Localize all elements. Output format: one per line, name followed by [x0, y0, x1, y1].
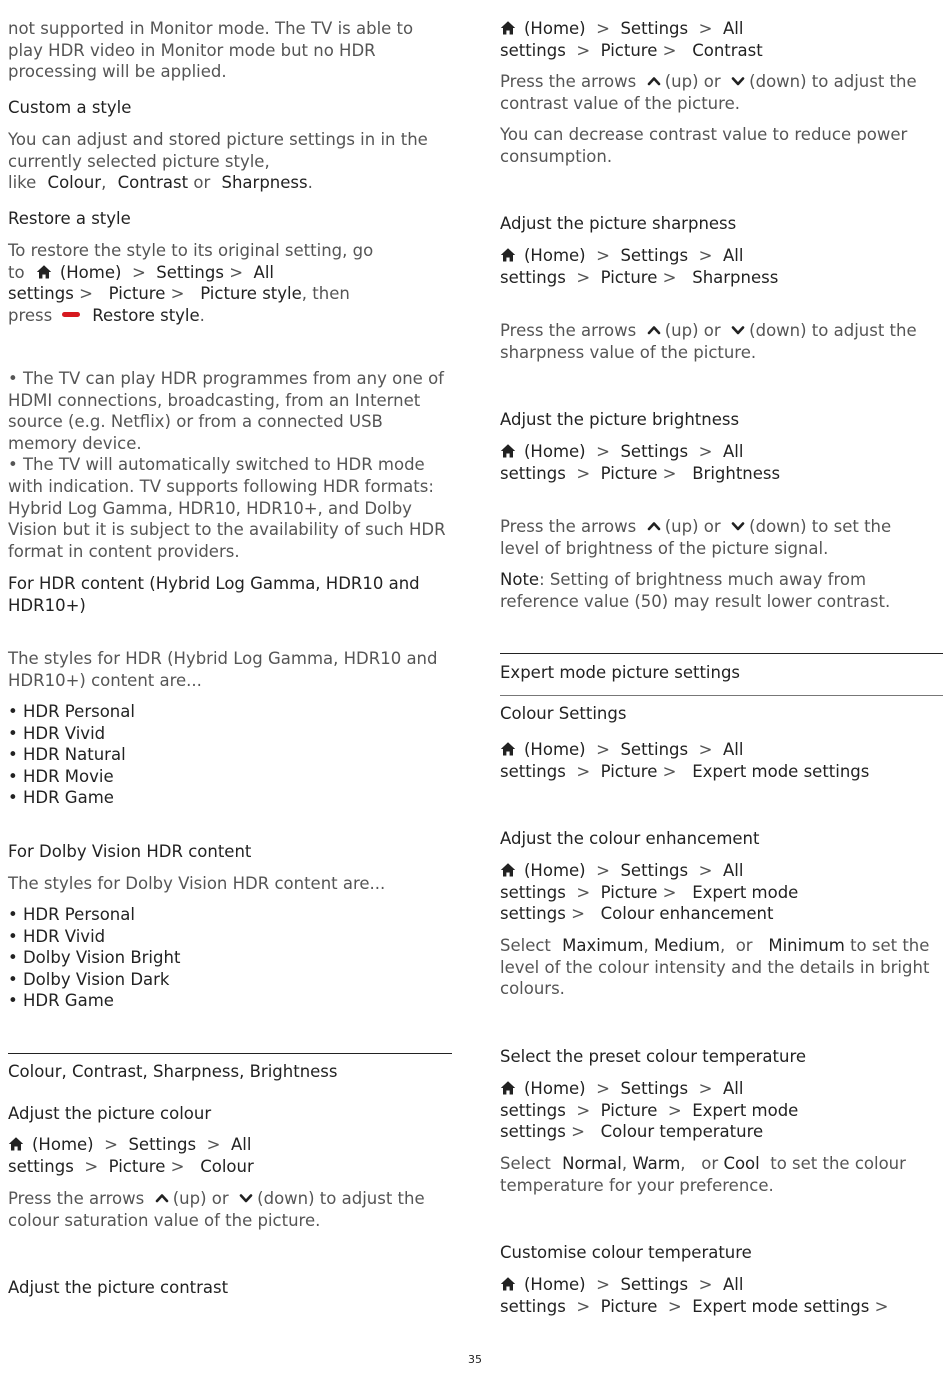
- home-icon: [8, 1136, 24, 1152]
- up-arrow-icon: [647, 74, 661, 88]
- list-item: • HDR Vivid: [8, 926, 106, 946]
- page-number: 35: [468, 1353, 482, 1366]
- home-icon: [500, 741, 516, 757]
- temp-select: Select: [500, 1154, 551, 1173]
- expert-settings-path: [500, 739, 943, 782]
- contrast-tail: contrast value of the picture.: [500, 93, 740, 113]
- nav-brightness: Brightness: [692, 463, 781, 483]
- nav-settings: Settings: [620, 1079, 689, 1098]
- hdr-info: [8, 368, 452, 562]
- note-label: Note: [500, 570, 540, 589]
- nav-gt: >: [170, 1156, 185, 1176]
- nav-gt: >: [698, 442, 713, 461]
- nav-home: (Home): [524, 1079, 586, 1098]
- nav-gt: >: [596, 1275, 610, 1294]
- up-arrow-icon: [155, 1191, 169, 1205]
- dolby-heading: For Dolby Vision HDR content: [8, 842, 252, 861]
- list-item: • HDR Game: [8, 991, 114, 1011]
- colour-settings-heading: Colour Settings: [500, 704, 627, 723]
- customise-temp-heading: Customise colour temperature: [500, 1243, 752, 1262]
- colour-enhancement-instr: [500, 935, 943, 1000]
- nav-home: (Home): [524, 1275, 586, 1294]
- nav-gt: >: [698, 19, 713, 38]
- restore-style-heading: Restore a style: [8, 209, 131, 228]
- custom-comma: ,: [101, 173, 107, 193]
- brightness-note: [500, 569, 943, 612]
- press-arrows: Press the arrows: [500, 72, 637, 91]
- temp-comma: ,: [621, 1154, 628, 1173]
- home-icon: [500, 247, 516, 263]
- nav-picture: Picture: [108, 1156, 166, 1176]
- nav-gt: >: [662, 882, 677, 902]
- nav-settings-lc: settings: [500, 1296, 566, 1316]
- brightness-heading: Adjust the picture brightness: [500, 410, 740, 429]
- custom-or: or: [193, 173, 211, 193]
- brightness-instr: [500, 516, 943, 559]
- nav-settings: Settings: [620, 442, 689, 461]
- down-arrow-icon: [731, 74, 745, 88]
- temp-warm: Warm: [632, 1154, 681, 1173]
- list-item: • HDR Natural: [8, 745, 126, 765]
- nav-gt: >: [79, 284, 93, 304]
- nav-contrast: Contrast: [692, 40, 763, 60]
- nav-settings: Settings: [620, 19, 689, 38]
- enh-medium: Medium: [653, 936, 720, 955]
- subsection-divider: [500, 695, 943, 696]
- restore-style-label: Restore style: [92, 305, 200, 325]
- restore-desc: To restore the style to its original setting, go: [8, 241, 374, 260]
- restore-then: , then: [301, 284, 350, 304]
- nav-settings: Settings: [620, 861, 689, 880]
- nav-gt: >: [662, 463, 677, 483]
- colour-enhancement-path: [500, 860, 943, 925]
- dolby-intro: The styles for Dolby Vision HDR content are...: [8, 874, 386, 893]
- nav-settings: Settings: [620, 740, 689, 759]
- nav-settings: Settings: [620, 1275, 689, 1294]
- press-arrows: Press the arrows: [500, 517, 637, 536]
- nav-gt: >: [571, 1122, 585, 1142]
- down-adjust: (down) to adjust the: [257, 1189, 425, 1208]
- adjust-colour-tail: colour saturation value of the picture.: [8, 1210, 321, 1230]
- nav-gt: >: [596, 740, 610, 759]
- nav-gt: >: [698, 1079, 713, 1098]
- nav-gt: >: [667, 1296, 682, 1316]
- nav-picture: Picture: [108, 284, 166, 304]
- customise-temp-path: [500, 1274, 943, 1317]
- nav-gt: >: [170, 284, 185, 304]
- nav-picture: Picture: [600, 1100, 658, 1120]
- section-divider: [8, 1053, 452, 1054]
- nav-gt: >: [596, 442, 610, 461]
- hdr-bullet: • The TV will automatically switched to HDR mode with indication. TV supports following HDR formats: Hybrid Log Gamma, HDR10, HDR10+, and Dolby Vision but it is subject to the availability of such HDR format in content providers.: [8, 455, 446, 561]
- nav-expert-mode-settings: Expert mode settings: [692, 1296, 870, 1316]
- nav-all: All: [722, 1079, 744, 1098]
- nav-picture-style: Picture style: [200, 284, 302, 304]
- sharpness-heading: Adjust the picture sharpness: [500, 214, 737, 233]
- nav-all: All: [722, 861, 744, 880]
- up-arrow-icon: [647, 519, 661, 533]
- list-item: • Dolby Vision Bright: [8, 948, 181, 968]
- nav-settings-lc: settings: [500, 463, 566, 483]
- enh-select: Select: [500, 936, 551, 955]
- nav-home: (Home): [524, 740, 586, 759]
- nav-gt: >: [596, 19, 610, 38]
- nav-picture: Picture: [600, 1296, 658, 1316]
- monitor-mode-note: not supported in Monitor mode. The TV is able to play HDR video in Monitor mode but no HDR processing will be applied.: [8, 19, 414, 82]
- up-or: (up) or: [172, 1189, 229, 1208]
- colour-enhancement-heading: Adjust the colour enhancement: [500, 829, 760, 848]
- temp-or: or: [701, 1154, 719, 1173]
- up-or: (up) or: [664, 517, 721, 536]
- nav-home: (Home): [524, 246, 586, 265]
- home-icon: [500, 862, 516, 878]
- nav-picture: Picture: [600, 882, 658, 902]
- nav-gt: >: [576, 267, 591, 287]
- nav-gt: >: [662, 761, 677, 781]
- down-arrow-icon: [239, 1191, 253, 1205]
- nav-gt: >: [698, 861, 713, 880]
- nav-gt: >: [596, 246, 610, 265]
- list-item: • HDR Personal: [8, 702, 135, 721]
- down-arrow-icon: [731, 519, 745, 533]
- nav-picture: Picture: [600, 463, 658, 483]
- down-adjust: (down) to adjust the: [749, 72, 917, 91]
- list-item: • HDR Vivid: [8, 723, 106, 743]
- adjust-colour-instr: [8, 1188, 452, 1231]
- contrast-power-note: You can decrease contrast value to reduce power consumption.: [500, 125, 908, 166]
- home-icon: [500, 443, 516, 459]
- nav-expert-mode: Expert mode: [692, 1100, 799, 1120]
- nav-all: All: [253, 262, 274, 282]
- temp-comma: ,: [680, 1154, 686, 1173]
- nav-sharpness: Sharpness: [692, 267, 779, 287]
- nav-all: All: [722, 1275, 744, 1294]
- nav-gt: >: [576, 463, 591, 483]
- nav-all: All: [230, 1135, 252, 1154]
- custom-style-text: [8, 129, 452, 194]
- nav-home: (Home): [524, 442, 586, 461]
- up-or: (up) or: [664, 72, 721, 91]
- temp-tail: to set the colour temperature for your preference.: [500, 1154, 906, 1195]
- contrast-instr: [500, 71, 943, 114]
- nav-gt: >: [576, 1100, 591, 1120]
- list-item: • HDR Movie: [8, 766, 114, 786]
- nav-gt: >: [576, 1296, 591, 1316]
- brightness-path: [500, 441, 943, 484]
- red-key-icon: [62, 312, 80, 317]
- nav-settings-lc: settings: [8, 1156, 74, 1176]
- enh-comma: ,: [643, 936, 649, 955]
- adjust-contrast-heading: Adjust the picture contrast: [8, 1278, 229, 1297]
- press-arrows: Press the arrows: [8, 1189, 145, 1208]
- nav-settings: Settings: [156, 262, 224, 282]
- nav-settings: Settings: [128, 1135, 197, 1154]
- colour-temperature-path: [500, 1078, 943, 1143]
- nav-gt: >: [571, 904, 585, 924]
- nav-home: (Home): [32, 1135, 94, 1154]
- custom-sharpness: Sharpness: [221, 173, 308, 193]
- nav-home: (Home): [524, 19, 586, 38]
- nav-expert-mode-settings: Expert mode settings: [692, 761, 870, 781]
- nav-gt: >: [698, 246, 713, 265]
- enh-or: or: [735, 936, 753, 955]
- hdr-content-heading: For HDR content (Hybrid Log Gamma, HDR10 and HDR10+): [8, 574, 420, 615]
- temp-cool: Cool: [723, 1154, 760, 1173]
- nav-gt: >: [576, 40, 591, 60]
- adjust-colour-heading: Adjust the picture colour: [8, 1104, 212, 1123]
- down-arrow-icon: [731, 323, 745, 337]
- nav-gt: >: [104, 1135, 118, 1154]
- down-adjust: (down) to adjust the: [749, 321, 917, 340]
- nav-gt: >: [662, 40, 677, 60]
- nav-gt: >: [596, 861, 610, 880]
- dolby-style-list: [8, 904, 452, 1012]
- nav-all: All: [722, 246, 744, 265]
- temp-normal: Normal: [562, 1154, 622, 1173]
- nav-expert-mode: Expert mode: [692, 882, 799, 902]
- nav-settings-lc: settings: [500, 761, 566, 781]
- hdr-style-list: [8, 701, 452, 809]
- nav-gt: >: [206, 1135, 221, 1154]
- nav-gt: >: [229, 262, 244, 282]
- nav-picture: Picture: [600, 40, 658, 60]
- up-arrow-icon: [647, 323, 661, 337]
- up-or: (up) or: [664, 321, 721, 340]
- restore-style-text: [8, 240, 452, 326]
- enh-comma: ,: [719, 936, 726, 955]
- home-icon: [500, 20, 516, 36]
- home-icon: [500, 1080, 516, 1096]
- list-item: • HDR Personal: [8, 905, 135, 924]
- expert-heading: Expert mode picture settings: [500, 663, 741, 682]
- nav-colour-temperature: Colour temperature: [600, 1122, 764, 1142]
- custom-period: .: [307, 173, 313, 193]
- nav-gt: >: [662, 267, 677, 287]
- restore-press: press: [8, 305, 53, 325]
- nav-all: All: [722, 442, 744, 461]
- enh-tail: to set the level of the colour intensity and the details in bright colours.: [500, 936, 930, 999]
- nav-colour-enhancement: Colour enhancement: [600, 904, 774, 924]
- nav-gt: >: [131, 262, 146, 282]
- list-item: • Dolby Vision Dark: [8, 969, 170, 989]
- sharpness-tail: sharpness value of the picture.: [500, 342, 757, 362]
- custom-contrast: Contrast: [117, 173, 189, 193]
- nav-settings-lc: settings: [500, 882, 566, 902]
- ccsb-heading: Colour, Contrast, Sharpness, Brightness: [8, 1062, 338, 1081]
- nav-all: All: [722, 19, 744, 38]
- enh-maximum: Maximum: [562, 936, 644, 955]
- nav-settings-lc: settings: [8, 284, 74, 304]
- nav-gt: >: [596, 1079, 610, 1098]
- custom-style-desc: You can adjust and stored picture settings in in the currently selected picture style,: [8, 130, 428, 171]
- brightness-tail: level of brightness of the picture signal.: [500, 538, 829, 558]
- nav-gt: >: [576, 882, 591, 902]
- nav-settings-lc: settings: [500, 267, 566, 287]
- nav-picture: Picture: [600, 761, 658, 781]
- nav-all: All: [722, 740, 744, 759]
- colour-temperature-instr: [500, 1153, 943, 1196]
- press-arrows: Press the arrows: [500, 321, 637, 340]
- sharpness-path: [500, 245, 943, 288]
- preset-temp-heading: Select the preset colour temperature: [500, 1047, 807, 1066]
- nav-gt: >: [667, 1100, 682, 1120]
- section-divider: [500, 653, 943, 654]
- nav-settings-lc: settings: [500, 1122, 566, 1142]
- nav-gt: >: [84, 1156, 99, 1176]
- nav-gt: >: [698, 740, 713, 759]
- hdr-styles-intro: The styles for HDR (Hybrid Log Gamma, HDR10 and HDR10+) content are...: [8, 649, 438, 690]
- enh-minimum: Minimum: [768, 936, 845, 955]
- contrast-path: [500, 18, 943, 61]
- nav-gt: >: [698, 1275, 713, 1294]
- nav-gt: >: [576, 761, 591, 781]
- nav-colour: Colour: [200, 1156, 254, 1176]
- nav-settings: Settings: [620, 246, 689, 265]
- custom-like: like: [8, 173, 37, 193]
- restore-to: to: [8, 262, 25, 282]
- custom-colour: Colour: [47, 173, 102, 193]
- nav-settings-lc: settings: [500, 40, 566, 60]
- nav-settings-lc: settings: [500, 904, 566, 924]
- nav-home: (Home): [524, 861, 586, 880]
- sharpness-instr: [500, 320, 943, 363]
- nav-home: (Home): [59, 262, 122, 282]
- home-icon: [36, 264, 52, 280]
- nav-gt: >: [874, 1296, 889, 1316]
- adjust-colour-path: [8, 1134, 452, 1177]
- nav-settings-lc: settings: [500, 1100, 566, 1120]
- nav-picture: Picture: [600, 267, 658, 287]
- custom-style-heading: Custom a style: [8, 98, 132, 117]
- list-item: • HDR Game: [8, 788, 114, 808]
- down-set: (down) to set the: [749, 517, 892, 536]
- home-icon: [500, 1276, 516, 1292]
- restore-period: .: [199, 305, 205, 325]
- note-text: : Setting of brightness much away from reference value (50) may result lower contrast.: [500, 570, 891, 611]
- hdr-bullet: • The TV can play HDR programmes from any one of HDMI connections, broadcasting, from an Internet source (e.g. Netflix) or from a connected USB memory device.: [8, 369, 444, 453]
